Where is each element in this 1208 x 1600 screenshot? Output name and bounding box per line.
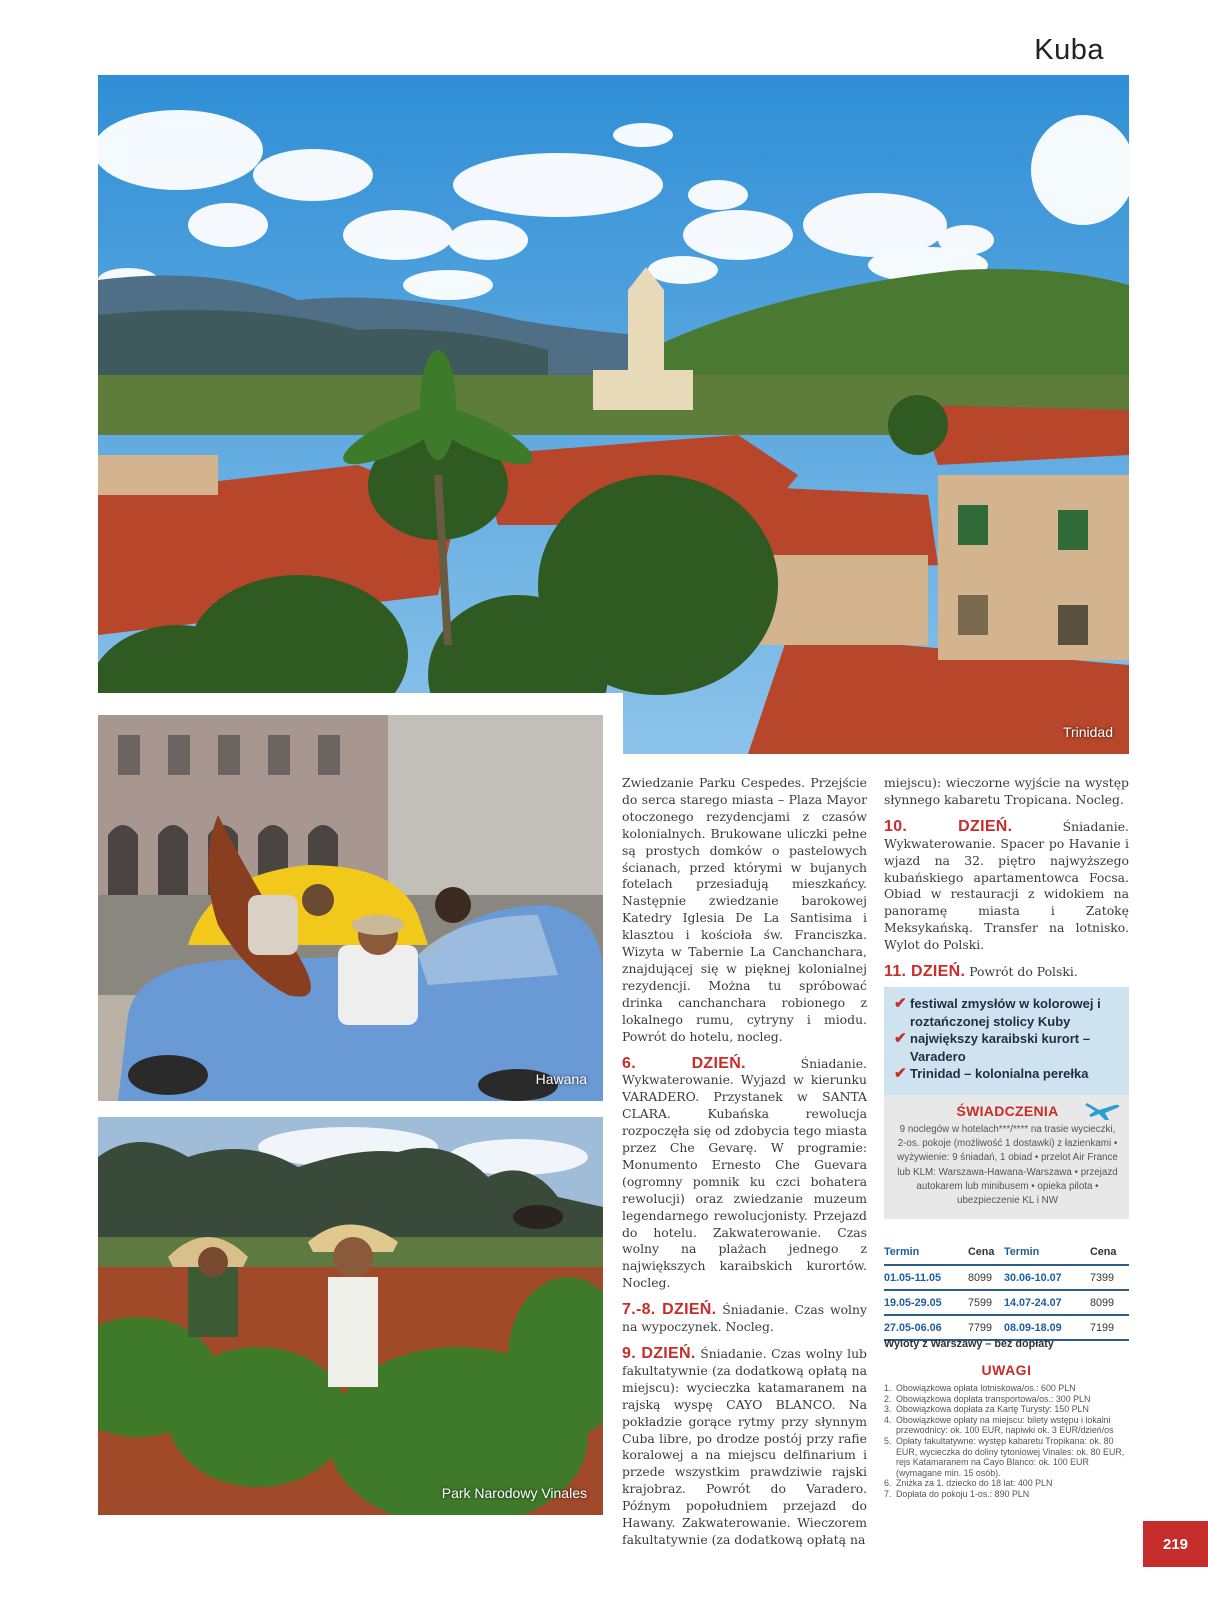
- day78-text: Śniadanie. Czas wolny na wypoczynek. Nocleg.: [622, 1302, 867, 1335]
- list-item: 3. Obowiązkowa dopłata za Kartę Turysty: 150 PLN: [884, 1404, 1089, 1415]
- list-item: 1. Obowiązkowa opłata lotniskowa/os.: 600 PLN: [884, 1383, 1076, 1393]
- check-icon: ✔: [894, 995, 907, 1012]
- table-row: 27.05-06.06 7799 08.09-18.09 7199: [884, 1316, 1129, 1341]
- services-text: 9 noclegów w hotelach***/**** na trasie wycieczki, 2-os. pokoje (możliwość 1 dostawki) z łazienkami • wyżywienie: 9 śniadań, 1 obiad • przelot Air France lub KLM: Warszawa-Hawana-Warszawa • przejazd autokarem lub minibusem • opieka pilota • ubezpieczenie KL i NW: [897, 1124, 1118, 1207]
- day11-text: Powrót do Polski.: [969, 964, 1078, 980]
- day9-label: 9. DZIEŃ.: [622, 1345, 696, 1362]
- list-item: 7. Dopłata do pokoju 1-os.: 890 PLN: [884, 1488, 1030, 1499]
- highlight-item: ✔ największy karaibski kurort – Varadero: [894, 1030, 1090, 1064]
- day11-label: 11. DZIEŃ.: [884, 963, 966, 981]
- check-icon: ✔: [894, 1065, 907, 1082]
- notes-list: [884, 1383, 1129, 1500]
- day5-continuation: Zwiedzanie Parku Cespedes. Przejście do serca starego miasta – Plaza Mayor otoczonego rezydencjami z czasów kolonialnych. Brukowane uliczki pełne są prostych domków o pastelowych ścianach, przed którymi w bujanych fotelach przesiadują mieszkańcy. Następnie zwiedzanie barokowej Katedry Iglesia De La Santisima i klasztou i kościoła św. Franciszka. Wizyta w Tabernie La Canchanchara, znajdującej się w pięknej kolonialnej rezydencji. Można tu spróbować drinka canchanchara robionego z lokalnego rumu, cytryny i miodu. Powrót do hotelu, nocleg.: [622, 775, 867, 1044]
- table-row: 19.05-29.05 7599 14.07-24.07 8099: [884, 1291, 1129, 1316]
- highlights-box: [884, 987, 1129, 1095]
- price-table-header: Termin Cena Termin Cena: [884, 1240, 1129, 1266]
- highlight-item: ✔ Trinidad – kolonialna perełka: [894, 1065, 1089, 1082]
- list-item: 4. Obowiązkowe opłaty na miejscu: bilety wstępu i lokalni przewodnicy: ok. 100 EUR, napiwki ok. 3 EUR/dzień/os: [884, 1414, 1114, 1436]
- highlight-item: ✔ festiwal zmysłów w kolorowej i roztańczonej stolicy Kuby: [894, 995, 1101, 1029]
- trinidad-caption: Trinidad: [1062, 724, 1113, 740]
- page-number: 219: [1143, 1521, 1208, 1567]
- day6-paragraph: [622, 1056, 867, 1293]
- day9-continuation: miejscu): wieczorne wyjście na występ słynnego kabaretu Tropicana. Nocleg.: [884, 775, 1129, 807]
- day78-label: 7.-8. DZIEŃ.: [622, 1301, 717, 1319]
- havana-illustration: [98, 715, 603, 1101]
- vinales-photo: [98, 1117, 603, 1515]
- itinerary-column-1: [622, 775, 867, 1559]
- country-title: Kuba: [1034, 34, 1104, 66]
- list-item: 6. Zniżka za 1. dziecko do 18 lat: 400 PLN: [884, 1478, 1053, 1489]
- table-row: 01.05-11.05 8099 30.06-10.07 7399: [884, 1266, 1129, 1291]
- day10-text: Śniadanie. Wykwaterowanie. Spacer po Havanie i wjazd na 32. piętro najwyższego kubańskiego apartamentowca Focsa. Obiad w restauracji z widokiem na panoramę miasta i Zatokę Meksykańską. Transfer na lotnisko. Wylot do Polski.: [884, 818, 1129, 953]
- airplane-icon: [1085, 1099, 1121, 1121]
- trinidad-photo: [98, 75, 1129, 754]
- services-box: [884, 1095, 1129, 1219]
- trinidad-illustration: [98, 75, 1129, 754]
- havana-caption: Hawana: [535, 1071, 587, 1087]
- day10-label: 10. DZIEŃ.: [884, 817, 1013, 835]
- vinales-caption: Park Narodowy Vinales: [441, 1485, 587, 1501]
- list-item: 2. Obowiązkowa dopłata transportowa/os.: 300 PLN: [884, 1393, 1091, 1404]
- day10-paragraph: [884, 819, 1129, 954]
- departure-note: Wyloty z Warszawy – bez dopłaty: [884, 1338, 1054, 1350]
- vinales-illustration: [98, 1117, 603, 1515]
- price-table: [884, 1240, 1129, 1341]
- day9-paragraph: [622, 1346, 867, 1549]
- day9-text: Śniadanie. Czas wolny lub fakultatywnie (za dodatkową opłatą na miejscu): wycieczka katamaranem na rajską wyspę CAYO BLANCO. Na pokładzie gorące rytmy przy słynnym Cuba libre, po drodze postój przy rafie koralowej a na miejscu delfinarium i przede wszystkim prawdziwie rajski krajobraz. Powrót do Varadero. Późnym popołudniem przejazd do Hawany. Zakwaterowanie. Wieczorem fakultatywnie (za dodatkową opłatą na: [622, 1346, 867, 1547]
- itinerary-column-2: [884, 775, 1129, 991]
- havana-photo: [98, 715, 603, 1101]
- day6-label: 6. DZIEŃ.: [622, 1054, 746, 1072]
- day78-paragraph: [622, 1302, 867, 1336]
- notes-title: UWAGI: [981, 1362, 1032, 1378]
- day11-paragraph: [884, 964, 1129, 981]
- check-icon: ✔: [894, 1030, 907, 1047]
- services-title: ŚWIADCZENIA: [956, 1103, 1059, 1119]
- list-item: 5. Opłaty fakultatywne: występ kabaretu Tropikana: ok. 80 EUR, wycieczka do doliny tytoniowej Vinales: ok. 80 EUR, rejs Katamaranem na Cayo Blanco: ok. 100 EUR (wymagane min. 15 osób).: [884, 1435, 1125, 1478]
- day6-text: Śniadanie. Wykwaterowanie. Wyjazd w kierunku VARADERO. Przystanek w SANTA CLARA. Kubańska rewolucja rozpoczęła się od zdobycia tego miasta przez Che Gevarę. W programie: Monumento Ernesto Che Guevara (ogromny pomnik ku czci bohatera rewolucji) oraz zwiedzanie muzeum legendarnego rewolucjonisty. Przejazd do hotelu. Zakwaterowanie. Czas wolny na plażach jednego z największych karaibskich kurortów. Nocleg.: [622, 1055, 867, 1291]
